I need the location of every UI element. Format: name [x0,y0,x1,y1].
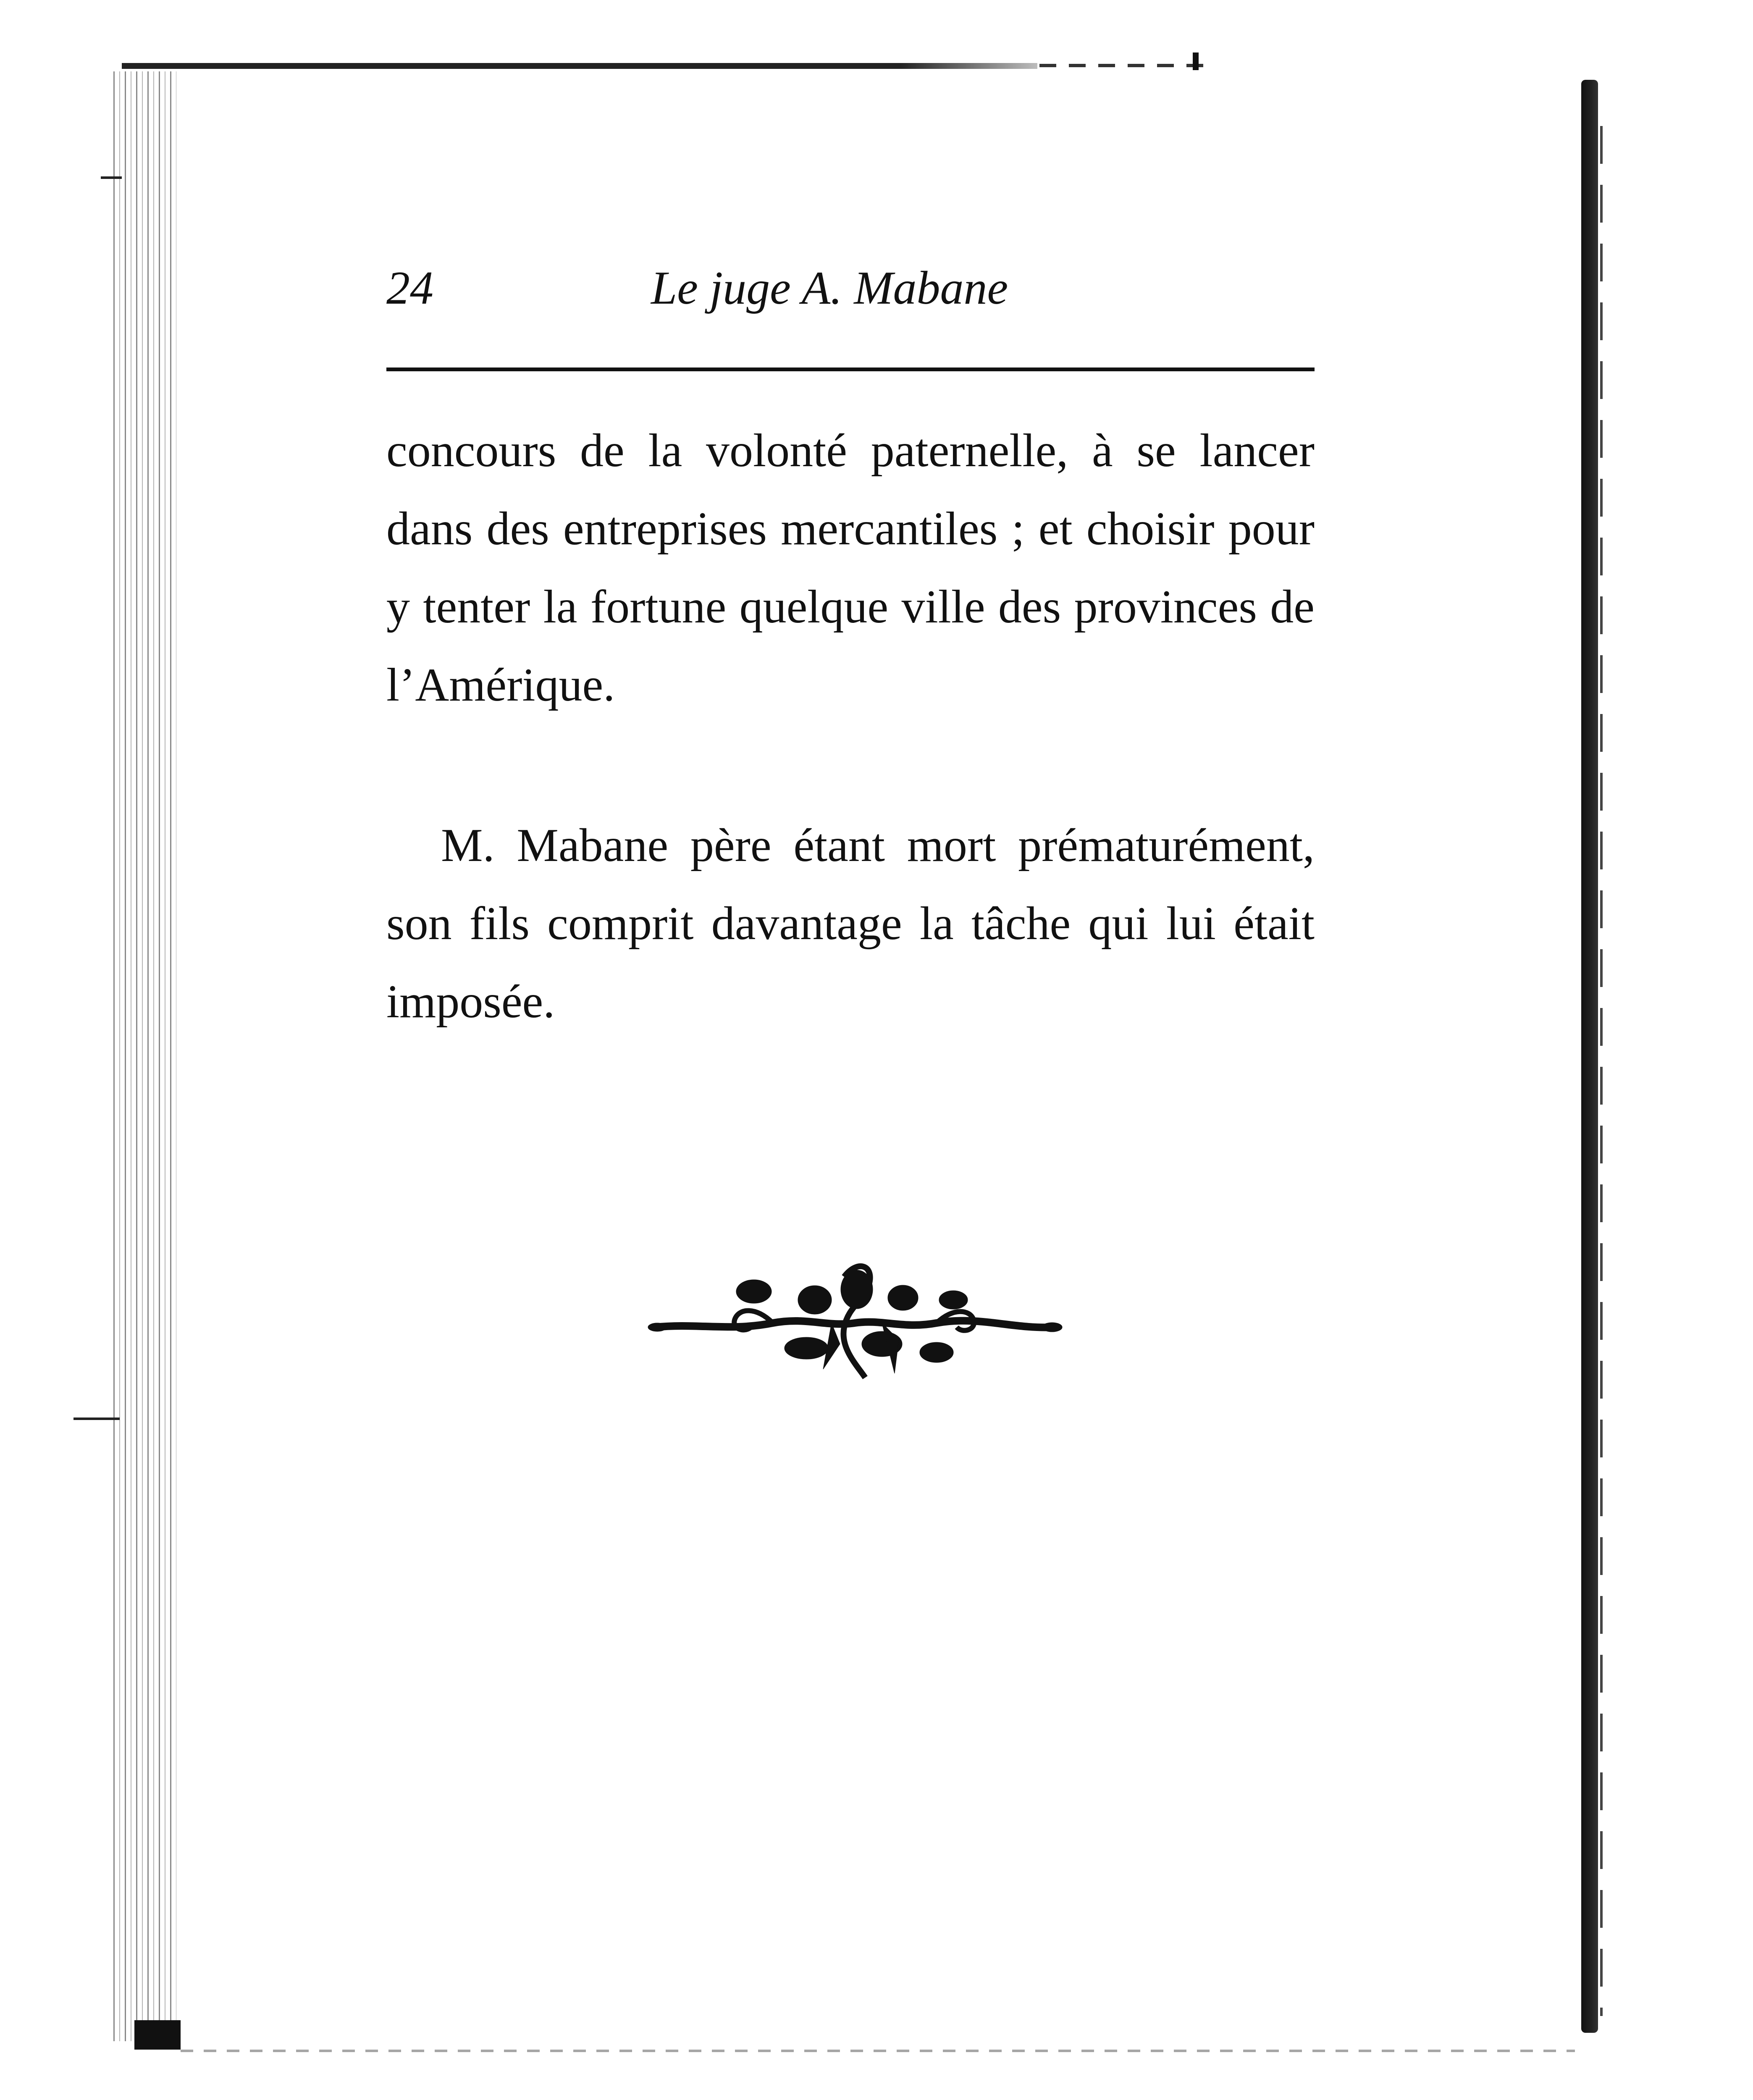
running-head [386,252,1315,314]
scan-left-tick [101,176,122,179]
page-number: 24 [386,262,433,314]
floral-tailpiece-icon [647,1260,1063,1386]
paragraph: M. Mabane père étant mort prématurément, son fils comprit davantage la tâche qui lui était imposée. [386,819,1315,1028]
running-title: Le juge A. Mabane [651,262,1008,314]
scan-binding-block [134,2020,181,2050]
ornament-vine [648,1266,1062,1378]
scan-top-mark [1193,52,1199,70]
scan-bottom-edge [181,2050,1575,2052]
scan-binding-shadow [113,71,176,2041]
header-rule [386,368,1315,371]
scan-right-edge [1581,80,1598,2033]
scan-top-edge-dashes [1039,64,1216,67]
scan-left-tick [73,1418,120,1420]
paragraph: concours de la volonté paternelle, à se lancer dans des entreprises mercantiles ; et choisir pour y tenter la fortune quelque ville des provinces de l’Amérique. [386,425,1315,711]
scan-right-edge-streak [1600,126,1603,2016]
scan-top-edge [122,63,1037,69]
